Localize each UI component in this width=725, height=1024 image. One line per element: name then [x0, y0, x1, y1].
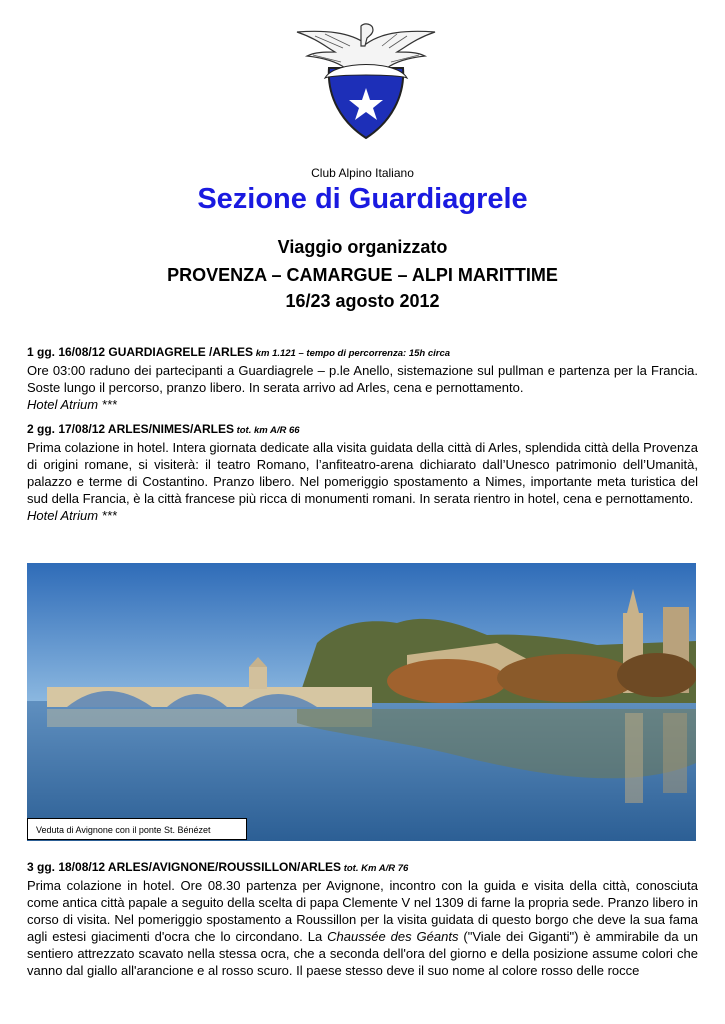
day-1-distance: km 1.121 – tempo di percorrenza: 15h circa [253, 348, 451, 359]
day-2 [27, 420, 698, 524]
organization-name: Club Alpino Italiano [311, 166, 414, 180]
day-2-hotel: Hotel Atrium *** [27, 508, 117, 523]
trip-dates: 16/23 agosto 2012 [285, 291, 440, 311]
day-3 [27, 858, 698, 979]
day-1-description: Ore 03:00 raduno dei partecipanti a Guardiagrele – p.le Anello, sistemazione sul pullman e partenza per la Francia. Soste lungo il percorso, pranzo libero. In serata arrivo ad Arles, cena e pernottamento. [27, 363, 698, 395]
section-title: Sezione di Guardiagrele [197, 183, 528, 215]
avignon-bridge-photo [27, 563, 696, 841]
day-1 [27, 343, 698, 413]
day-2-heading: 2 gg. 17/08/12 ARLES/NIMES/ARLES tot. km A/R 66 [27, 422, 300, 436]
trip-route: PROVENZA – CAMARGUE – ALPI MARITTIME [167, 265, 558, 285]
day-2-distance: tot. km A/R 66 [233, 425, 300, 436]
chaussee-des-geants: Chaussée des Géants [327, 929, 459, 944]
photo-caption: Veduta di Avignone con il ponte St. Bénézet [27, 818, 247, 840]
cai-eagle-logo [295, 22, 437, 144]
day-3-heading: 3 gg. 18/08/12 ARLES/AVIGNONE/ROUSSILLON/ARLES tot. Km A/R 76 [27, 860, 409, 874]
day-2-description: Prima colazione in hotel. Intera giornata dedicate alla visita guidata della città di Arles, splendida città della Provenza di origini romane, si visiterà: il teatro Romano, l’anfiteatro-arena dichiarato dall’Unesco patrimonio dell’Umanità, palazzo e terme di Costantino. Pranzo libero. Nel pomeriggio spostamento a Nimes, importante meta turistica del sud della Francia, è la città francese più ricca di monumenti romani. In serata rientro in hotel, cena e pernottamento. [27, 440, 698, 506]
day-3-distance: tot. Km A/R 76 [341, 863, 409, 874]
trip-type: Viaggio organizzato [277, 237, 448, 257]
day-3-description: Prima colazione in hotel. Ore 08.30 partenza per Avignone, incontro con la guida e visita della città, conosciuta come antica città papale a seguito della scelta di papa Clemente V nel 1309 di farne la propria sede. Pranzo libero in corso di visita. Nel pomeriggio spostamento a Roussillon per la visita guidata di questo borgo che deve la sua fama agli estesi giacimenti d'ocra che lo circondano. La Chaussée des Géants ("Viale dei Giganti") è ammirabile da un sentiero attrezzato scavato nella stessa ocra, che a seconda dell'ora del giorno e della posizione assume colori che vanno dal giallo all'arancione e al rosso scuro. Il paese stesso deve il suo nome al colore rosso delle rocce [27, 878, 698, 978]
day-1-hotel: Hotel Atrium *** [27, 397, 117, 412]
day-1-heading: 1 gg. 16/08/12 GUARDIAGRELE /ARLES km 1.121 – tempo di percorrenza: 15h circa [27, 345, 451, 359]
